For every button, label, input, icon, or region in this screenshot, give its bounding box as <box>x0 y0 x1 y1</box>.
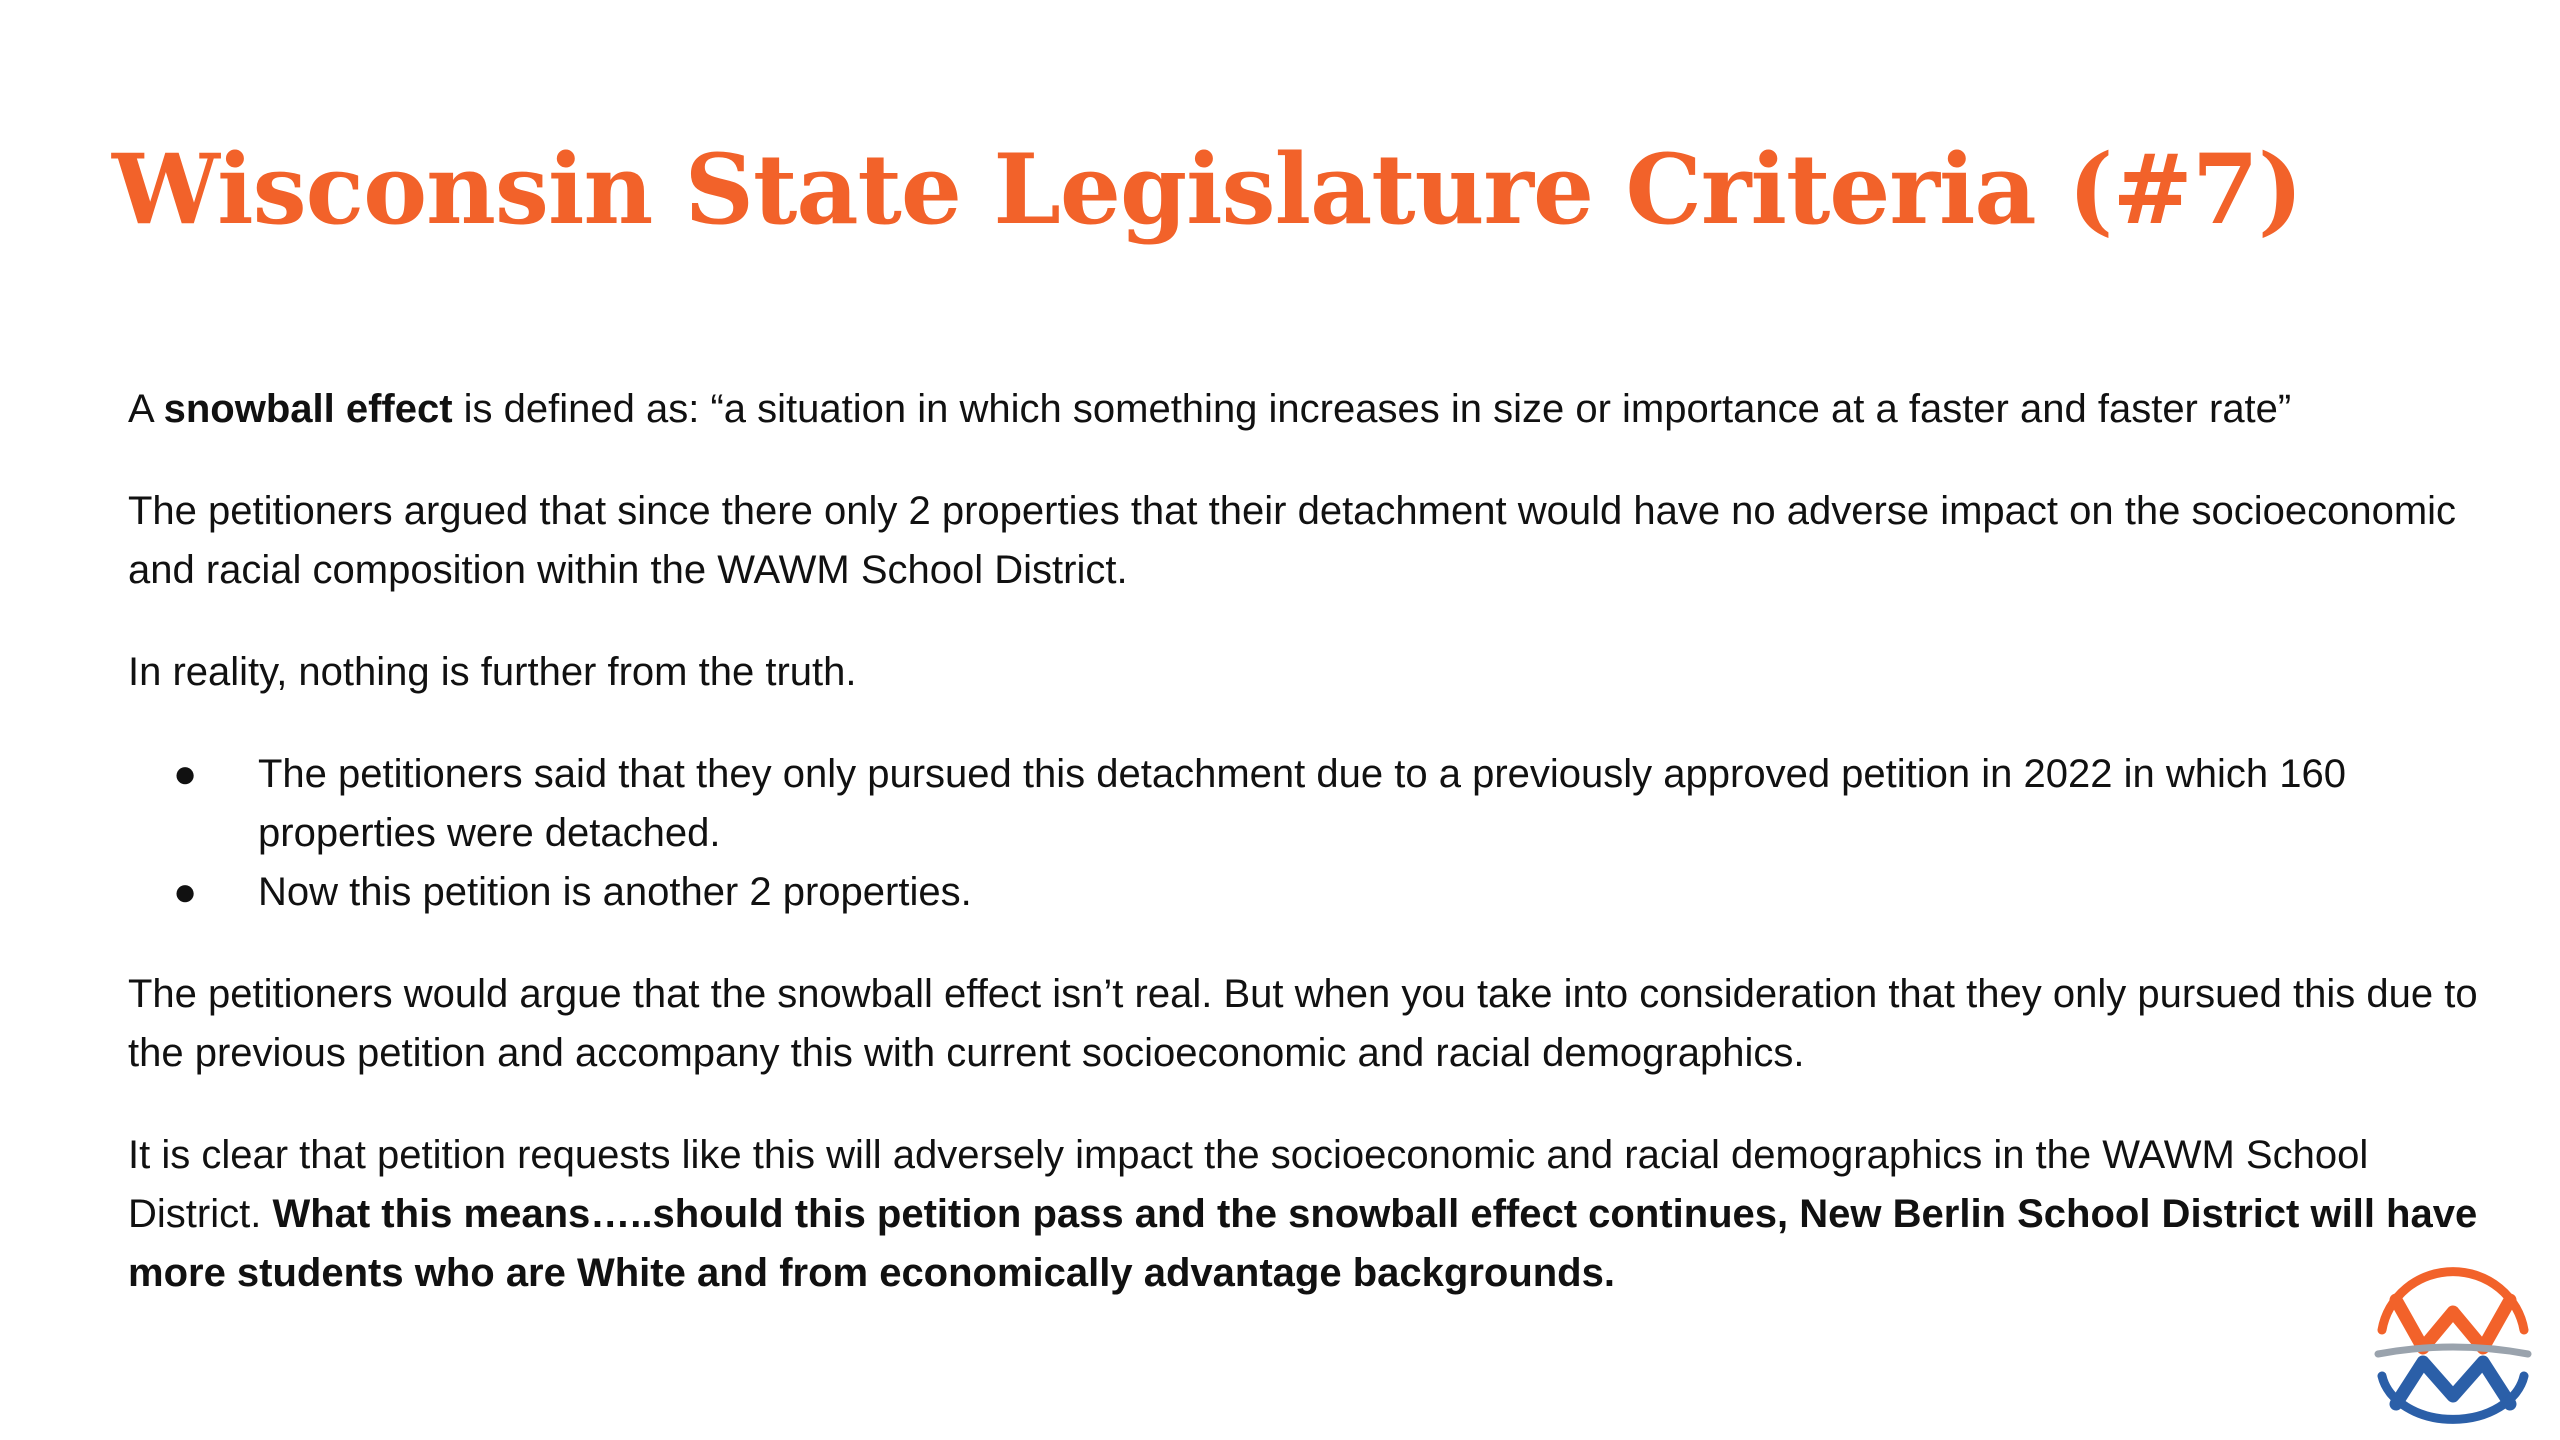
bullet-icon: ● <box>173 870 198 914</box>
conclusion-emphasis: What this means…..should this petition pass and the snowball effect continues, New Berlin School District will have more students who are White and from economically advantage backgrounds. <box>128 1192 2478 1295</box>
list-item <box>128 863 2478 922</box>
bullet-list <box>128 745 2478 922</box>
slide-title: Wisconsin State Legislature Criteria (#7) <box>112 133 2303 246</box>
reality-paragraph: In reality, nothing is further from the truth. <box>128 650 857 694</box>
counter-paragraph: The petitioners would argue that the snowball effect isn’t real. But when you take into consideration that they only pursued this due to the previous petition and accompany this with current socioeconomic and racial demographics. <box>128 972 2478 1075</box>
definition-text: is defined as: “a situation in which something increases in size or importance at a faster and faster rate” <box>452 387 2292 431</box>
bullet-text: Now this petition is another 2 properties. <box>258 870 972 914</box>
definition-term: snowball effect <box>163 387 453 431</box>
list-item <box>128 745 2478 863</box>
logo-divider-band <box>2378 1347 2528 1354</box>
definition-prefix: A <box>128 387 164 431</box>
wawm-logo-icon <box>2368 1260 2538 1430</box>
bullet-icon: ● <box>173 752 198 796</box>
argument-paragraph: The petitioners argued that since there only 2 properties that their detachment would have no adverse impact on the socioeconomic and racial composition within the WAWM School District. <box>128 489 2457 592</box>
conclusion-text: It is clear that petition requests like this will adversely impact the socioeconomic and racial demographics in the WAWM School District. <box>128 1133 2369 1236</box>
definition-paragraph <box>128 380 2478 439</box>
conclusion-paragraph <box>128 1126 2478 1303</box>
logo-top-w <box>2396 1300 2510 1348</box>
logo-bottom-m <box>2396 1362 2510 1404</box>
bullet-text: The petitioners said that they only pursued this detachment due to a previously approved petition in 2022 in which 160 properties were detached. <box>258 752 2346 855</box>
slide-body <box>128 380 2478 1346</box>
